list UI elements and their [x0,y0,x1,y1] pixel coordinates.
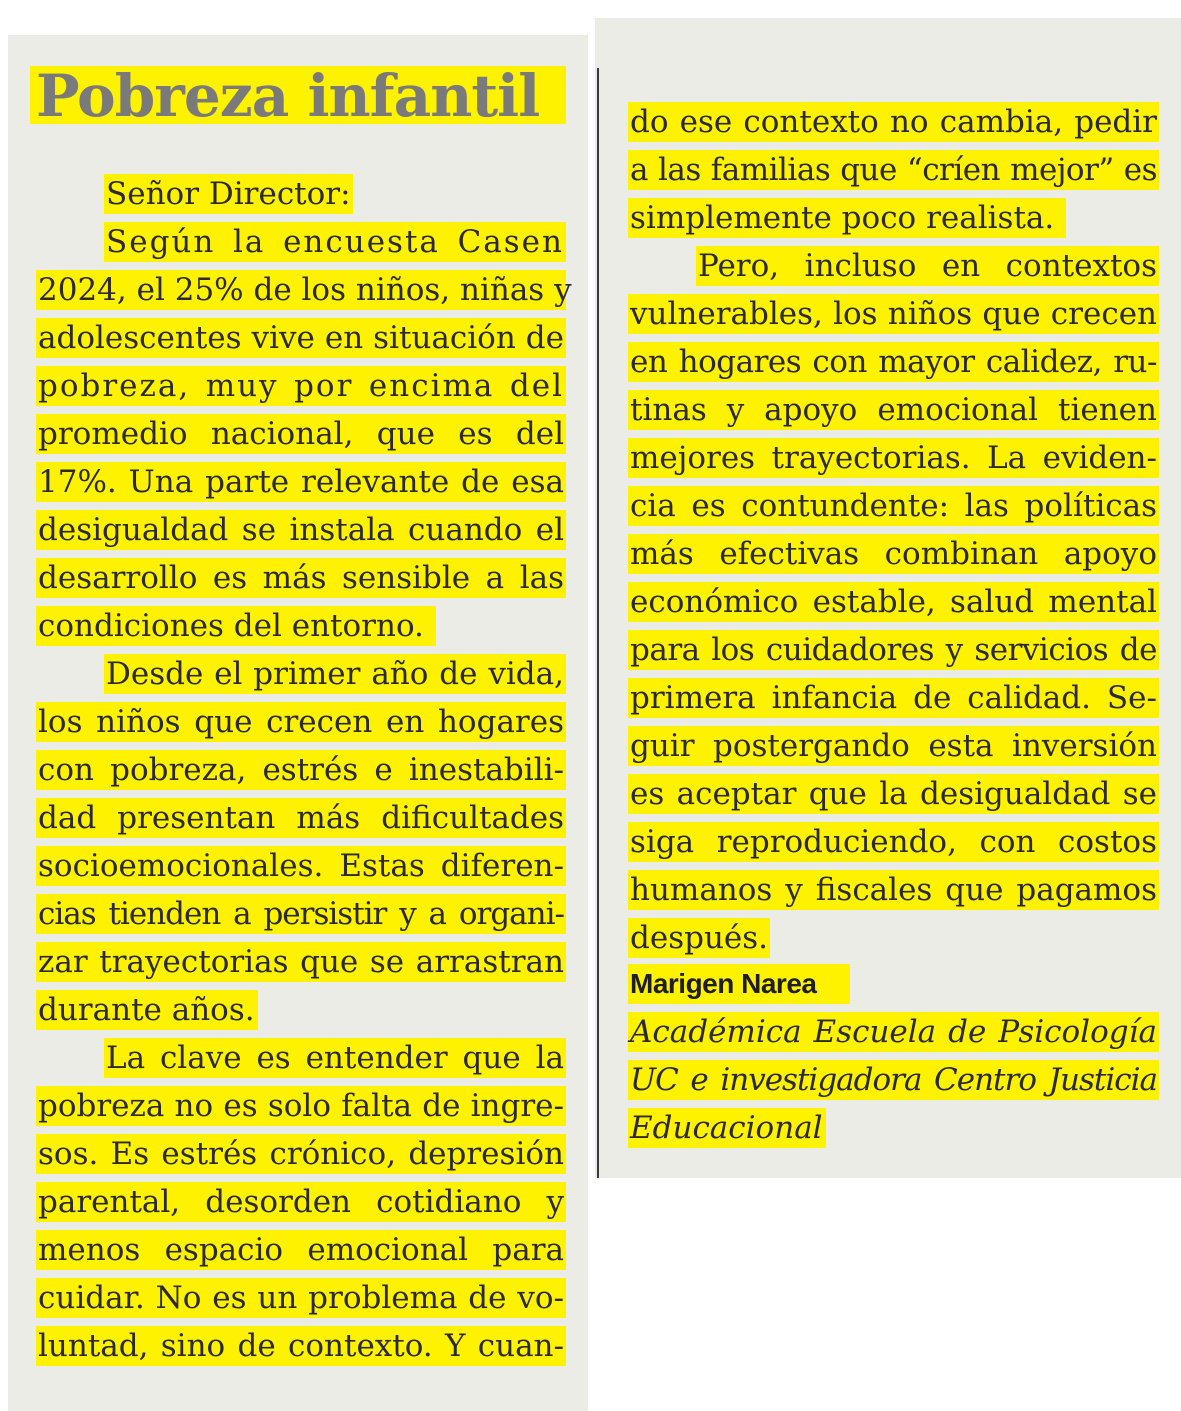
body-line [36,318,566,358]
body-line [36,462,566,502]
body-text: zar trayectorias que se arrastran [38,944,564,980]
body-text: durante años. [36,990,258,1030]
body-text: 17%. Una parte relevante de esa [38,464,564,500]
body-line [36,606,566,646]
headline: Pobreza infantil [36,62,540,130]
author-role: Académica Escuela de Psicología [630,1014,1157,1050]
body-text: socioemocionales. Estas diferen- [38,848,564,884]
body-line [628,294,1159,334]
body-text: La clave es entender que la [106,1040,564,1076]
body-line [36,942,566,982]
body-line [36,1038,566,1078]
body-text: después. [630,920,769,956]
body-line [36,702,566,742]
body-line [628,870,1159,910]
body-line [628,390,1159,430]
author-role: UC e investigadora Centro Justicia [630,1062,1157,1098]
body-text: cias tienden a persistir y a organi- [38,896,564,932]
body-text: parental, desorden cotidiano y [38,1184,564,1220]
signature-line [628,1108,1159,1148]
body-line [36,366,566,406]
body-line [36,798,566,838]
body-text: pobreza, muy por encima del [38,368,564,404]
body-text: en hogares con mayor calidez, ru- [630,344,1157,380]
body-text: tinas y apoyo emocional tienen [630,392,1157,428]
body-text: vulnerables, los niños que crecen [630,296,1157,332]
body-line [36,1230,566,1270]
signature-line [628,1012,1159,1052]
body-line [628,582,1159,622]
column-divider [597,68,599,1178]
headline-highlight [30,62,566,130]
body-line [36,270,572,310]
body-line [628,534,1159,574]
body-text: promedio nacional, que es del [38,416,564,452]
body-line [36,1326,566,1366]
body-text: dad presentan más dificultades [38,800,564,836]
body-line [628,438,1159,478]
body-line [36,1278,566,1318]
body-line [628,678,1159,718]
body-text: menos espacio emocional para [38,1232,564,1268]
body-line [36,1182,566,1222]
body-line [628,342,1159,382]
signature-line [628,1060,1159,1100]
body-text: sos. Es estrés crónico, depresión [38,1136,564,1172]
body-line [628,198,1159,238]
body-text: adolescentes vive en situación de [38,320,564,356]
body-text: guir postergando esta inversión [630,728,1157,764]
signature-line [628,964,1159,1004]
body-line [36,846,566,886]
body-line [36,990,566,1030]
body-text: más efectivas combinan apoyo [630,536,1157,572]
author-name: Marigen Narea [628,964,850,1004]
body-line [628,918,1159,958]
body-text: pobreza no es solo falta de ingre- [38,1088,564,1124]
body-text: humanos y fiscales que pagamos [630,872,1157,908]
body-text: simplemente poco realista. [628,198,1066,238]
body-line [628,774,1159,814]
body-text: a las familias que “críen mejor” es [630,152,1157,188]
body-line [628,822,1159,862]
salutation-line [104,174,353,214]
body-line [628,486,1159,526]
body-text: do ese contexto no cambia, pedir [630,104,1157,140]
body-text: con pobreza, estrés e inestabili- [38,752,564,788]
body-text: Desde el primer año de vida, [106,656,564,692]
body-text: desigualdad se instala cuando el [38,512,564,548]
body-line [36,1086,566,1126]
body-text: primera infancia de calidad. Se- [630,680,1157,716]
body-line [628,150,1159,190]
body-line [36,1134,566,1174]
body-line [628,246,1159,286]
body-line [36,654,566,694]
body-text: Pero, incluso en contextos [698,248,1157,284]
body-line [36,414,566,454]
body-line [36,750,566,790]
body-text: Según la encuesta Casen [106,224,564,260]
author-role: Educacional [628,1108,826,1148]
body-line [628,630,1159,670]
body-line [628,102,1159,142]
body-text: 2024, el 25% de los niños, niñas y [38,272,572,308]
body-text: cuidar. No es un problema de vo- [38,1280,564,1316]
body-text: condiciones del entorno. [36,606,436,646]
body-text: desarrollo es más sensible a las [38,560,564,596]
body-line [36,222,566,262]
body-text: luntad, sino de contexto. Y cuan- [38,1328,564,1364]
body-text: mejores trayectorias. La eviden- [630,440,1157,476]
body-line [36,510,566,550]
body-text: es aceptar que la desigualdad se [630,776,1157,812]
body-line [628,726,1159,766]
body-text: cia es contundente: las políticas [630,488,1157,524]
body-text: los niños que crecen en hogares [38,704,564,740]
body-text: económico estable, salud mental [630,584,1157,620]
body-text: siga reproduciendo, con costos [630,824,1157,860]
body-line [36,558,566,598]
body-line [36,894,566,934]
body-text: para los cuidadores y servicios de [630,632,1157,668]
salutation: Señor Director: [106,176,351,212]
